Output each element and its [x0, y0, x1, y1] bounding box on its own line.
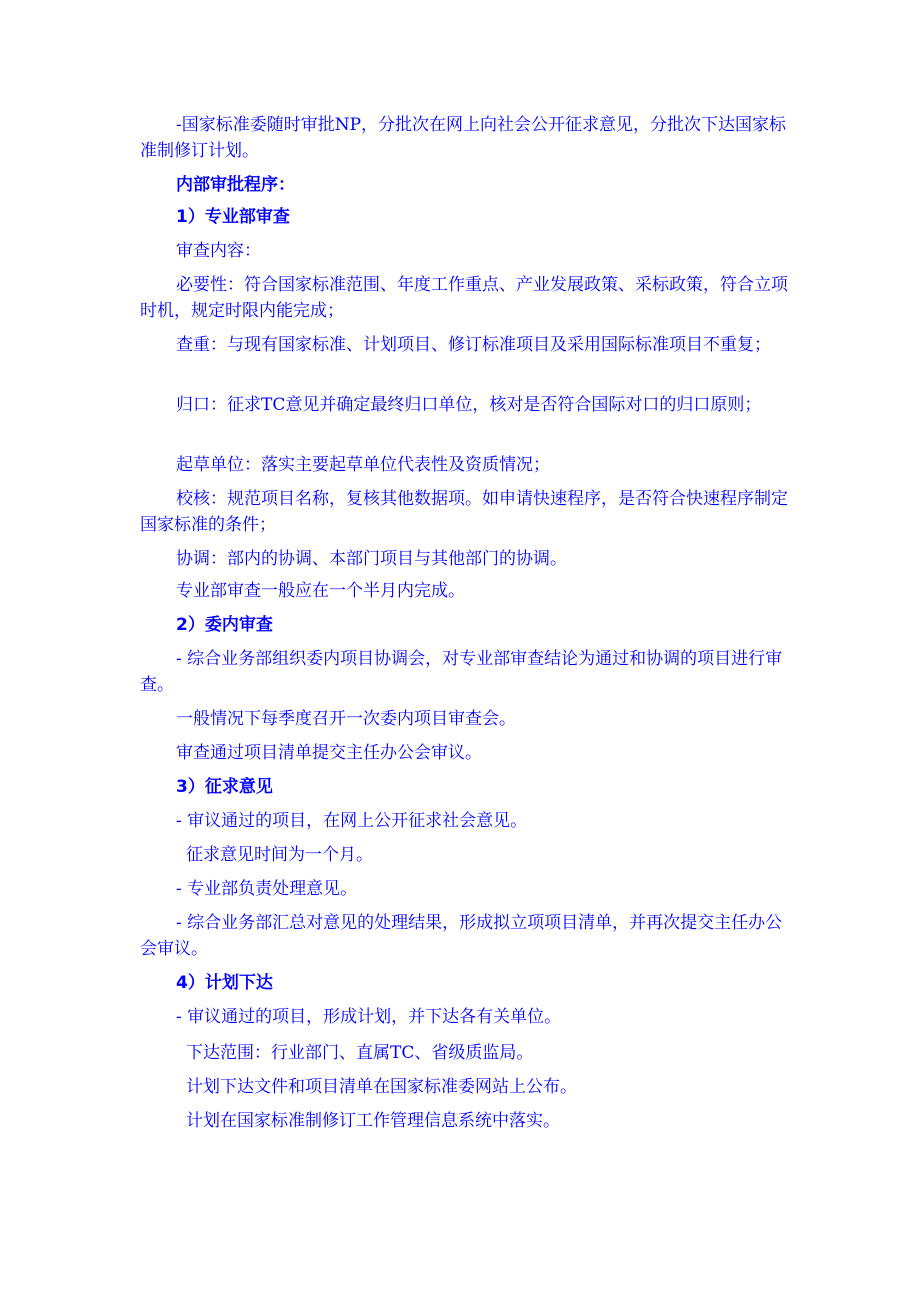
paragraph-necessity: 必要性：符合国家标准范围、年度工作重点、产业发展政策、采标政策，符合立项时机，规定时限内能完成；	[140, 275, 788, 321]
paragraph-handle-opinions: - 专业部负责处理意见。	[176, 879, 358, 899]
paragraph-issuance-scope: 下达范围：行业部门、直属TC、省级质监局。	[186, 1043, 534, 1063]
paragraph-np-approval: -国家标准委随时审批NP，分批次在网上向社会公开征求意见，分批次下达国家标准制修订计划。	[140, 115, 787, 161]
paragraph-attribution: 归口：征求TC意见并确定最终归口单位，核对是否符合国际对口的归口原则；	[176, 395, 762, 415]
paragraph-drafting-unit: 起草单位：落实主要起草单位代表性及资质情况；	[176, 455, 550, 475]
heading-solicit-opinions: 3）征求意见	[176, 777, 273, 797]
paragraph-review-content: 审查内容：	[176, 241, 261, 261]
heading-committee-review: 2）委内审查	[176, 615, 273, 635]
paragraph-submit-list: 审查通过项目清单提交主任办公会审议。	[176, 743, 482, 763]
paragraph-duplication-check: 查重：与现有国家标准、计划项目、修订标准项目及采用国际标准项目不重复；	[176, 335, 771, 355]
paragraph-coordination-meeting: - 综合业务部组织委内项目协调会，对专业部审查结论为通过和协调的项目进行审查。	[140, 649, 783, 695]
heading-internal-approval: 内部审批程序：	[176, 175, 295, 195]
paragraph-implement-system: 计划在国家标准制修订工作管理信息系统中落实。	[186, 1111, 560, 1131]
heading-department-review: 1）专业部审查	[176, 207, 290, 227]
paragraph-review-duration: 专业部审查一般应在一个半月内完成。	[176, 581, 465, 601]
paragraph-publish-website: 计划下达文件和项目清单在国家标准委网站上公布。	[186, 1077, 577, 1097]
paragraph-coordination: 协调：部内的协调、本部门项目与其他部门的协调。	[176, 549, 567, 569]
paragraph-form-plan: - 审议通过的项目，形成计划，并下达各有关单位。	[176, 1007, 562, 1027]
paragraph-summarize-results: - 综合业务部汇总对意见的处理结果，形成拟立项项目清单，并再次提交主任办公会审议。	[140, 913, 783, 959]
paragraph-public-solicitation: - 审议通过的项目，在网上公开征求社会意见。	[176, 811, 528, 831]
paragraph-quarterly-meeting: 一般情况下每季度召开一次委内项目审查会。	[176, 709, 516, 729]
paragraph-verification: 校核：规范项目名称，复核其他数据项。如申请快速程序，是否符合快速程序制定国家标准的条件；	[140, 489, 788, 535]
heading-plan-issuance: 4）计划下达	[176, 973, 273, 993]
paragraph-solicitation-period: 征求意见时间为一个月。	[186, 845, 373, 865]
